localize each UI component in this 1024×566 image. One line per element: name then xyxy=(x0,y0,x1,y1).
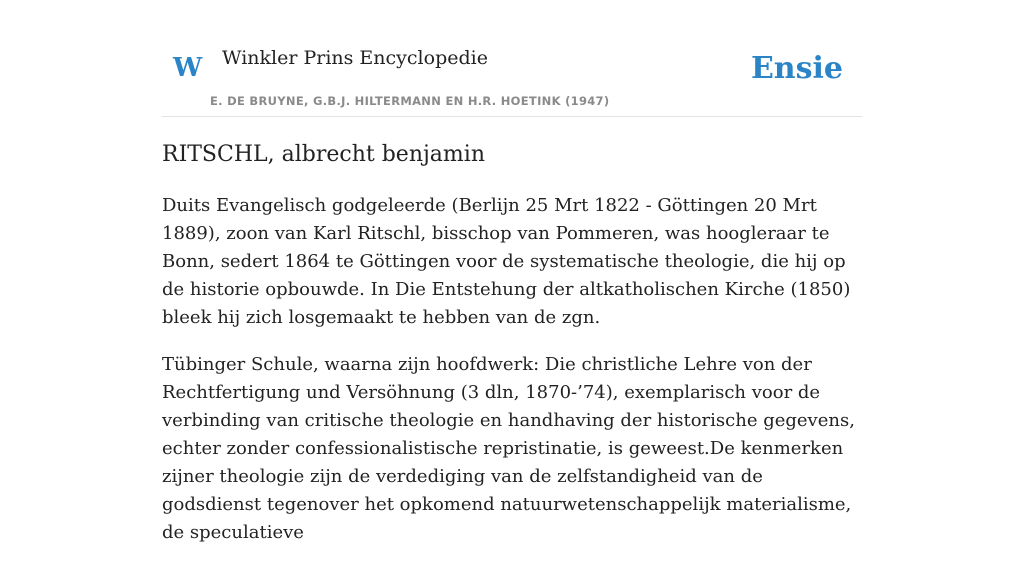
ensie-logo[interactable]: Ensie xyxy=(750,51,843,86)
winkler-prins-logo[interactable]: W xyxy=(173,53,203,83)
entry-paragraph: Tübinger Schule, waarna zijn hoofdwerk: Die christliche Lehre von der Rechtfertigung und Versöhnung (3 dln, 1870-’74), exemplarisch voor de verbinding van critische theologie en handhaving der historische gegevens, echter zonder confessionalistische repristinatie, is geweest.De kenmerken zijner theologie zijn de verdediging van de zelfstandigheid van de godsdienst tegenover het opkomend natuurwetenschappelijk materialisme, de speculatieve xyxy=(162,354,855,543)
header xyxy=(162,0,862,117)
publication-authors: E. DE BRUYNE, G.B.J. HILTERMANN EN H.R. HOETINK (1947) xyxy=(210,94,610,108)
page xyxy=(162,0,862,543)
entry-body xyxy=(162,192,862,566)
entry-title: RITSCHL, albrecht benjamin xyxy=(162,142,485,167)
publication-title[interactable]: Winkler Prins Encyclopedie xyxy=(222,47,488,69)
entry-paragraph: Duits Evangelisch godgeleerde (Berlijn 25 Mrt 1822 - Göttingen 20 Mrt 1889), zoon van Karl Ritschl, bisschop van Pommeren, was hoogleraar te Bonn, sedert 1864 te Göttingen voor de systematische theologie, die hij op de historie opbouwde. In Die Entstehung der altkatholischen Kirche (1850) bleek hij zich losgemaakt te hebben van de zgn. xyxy=(162,195,851,328)
